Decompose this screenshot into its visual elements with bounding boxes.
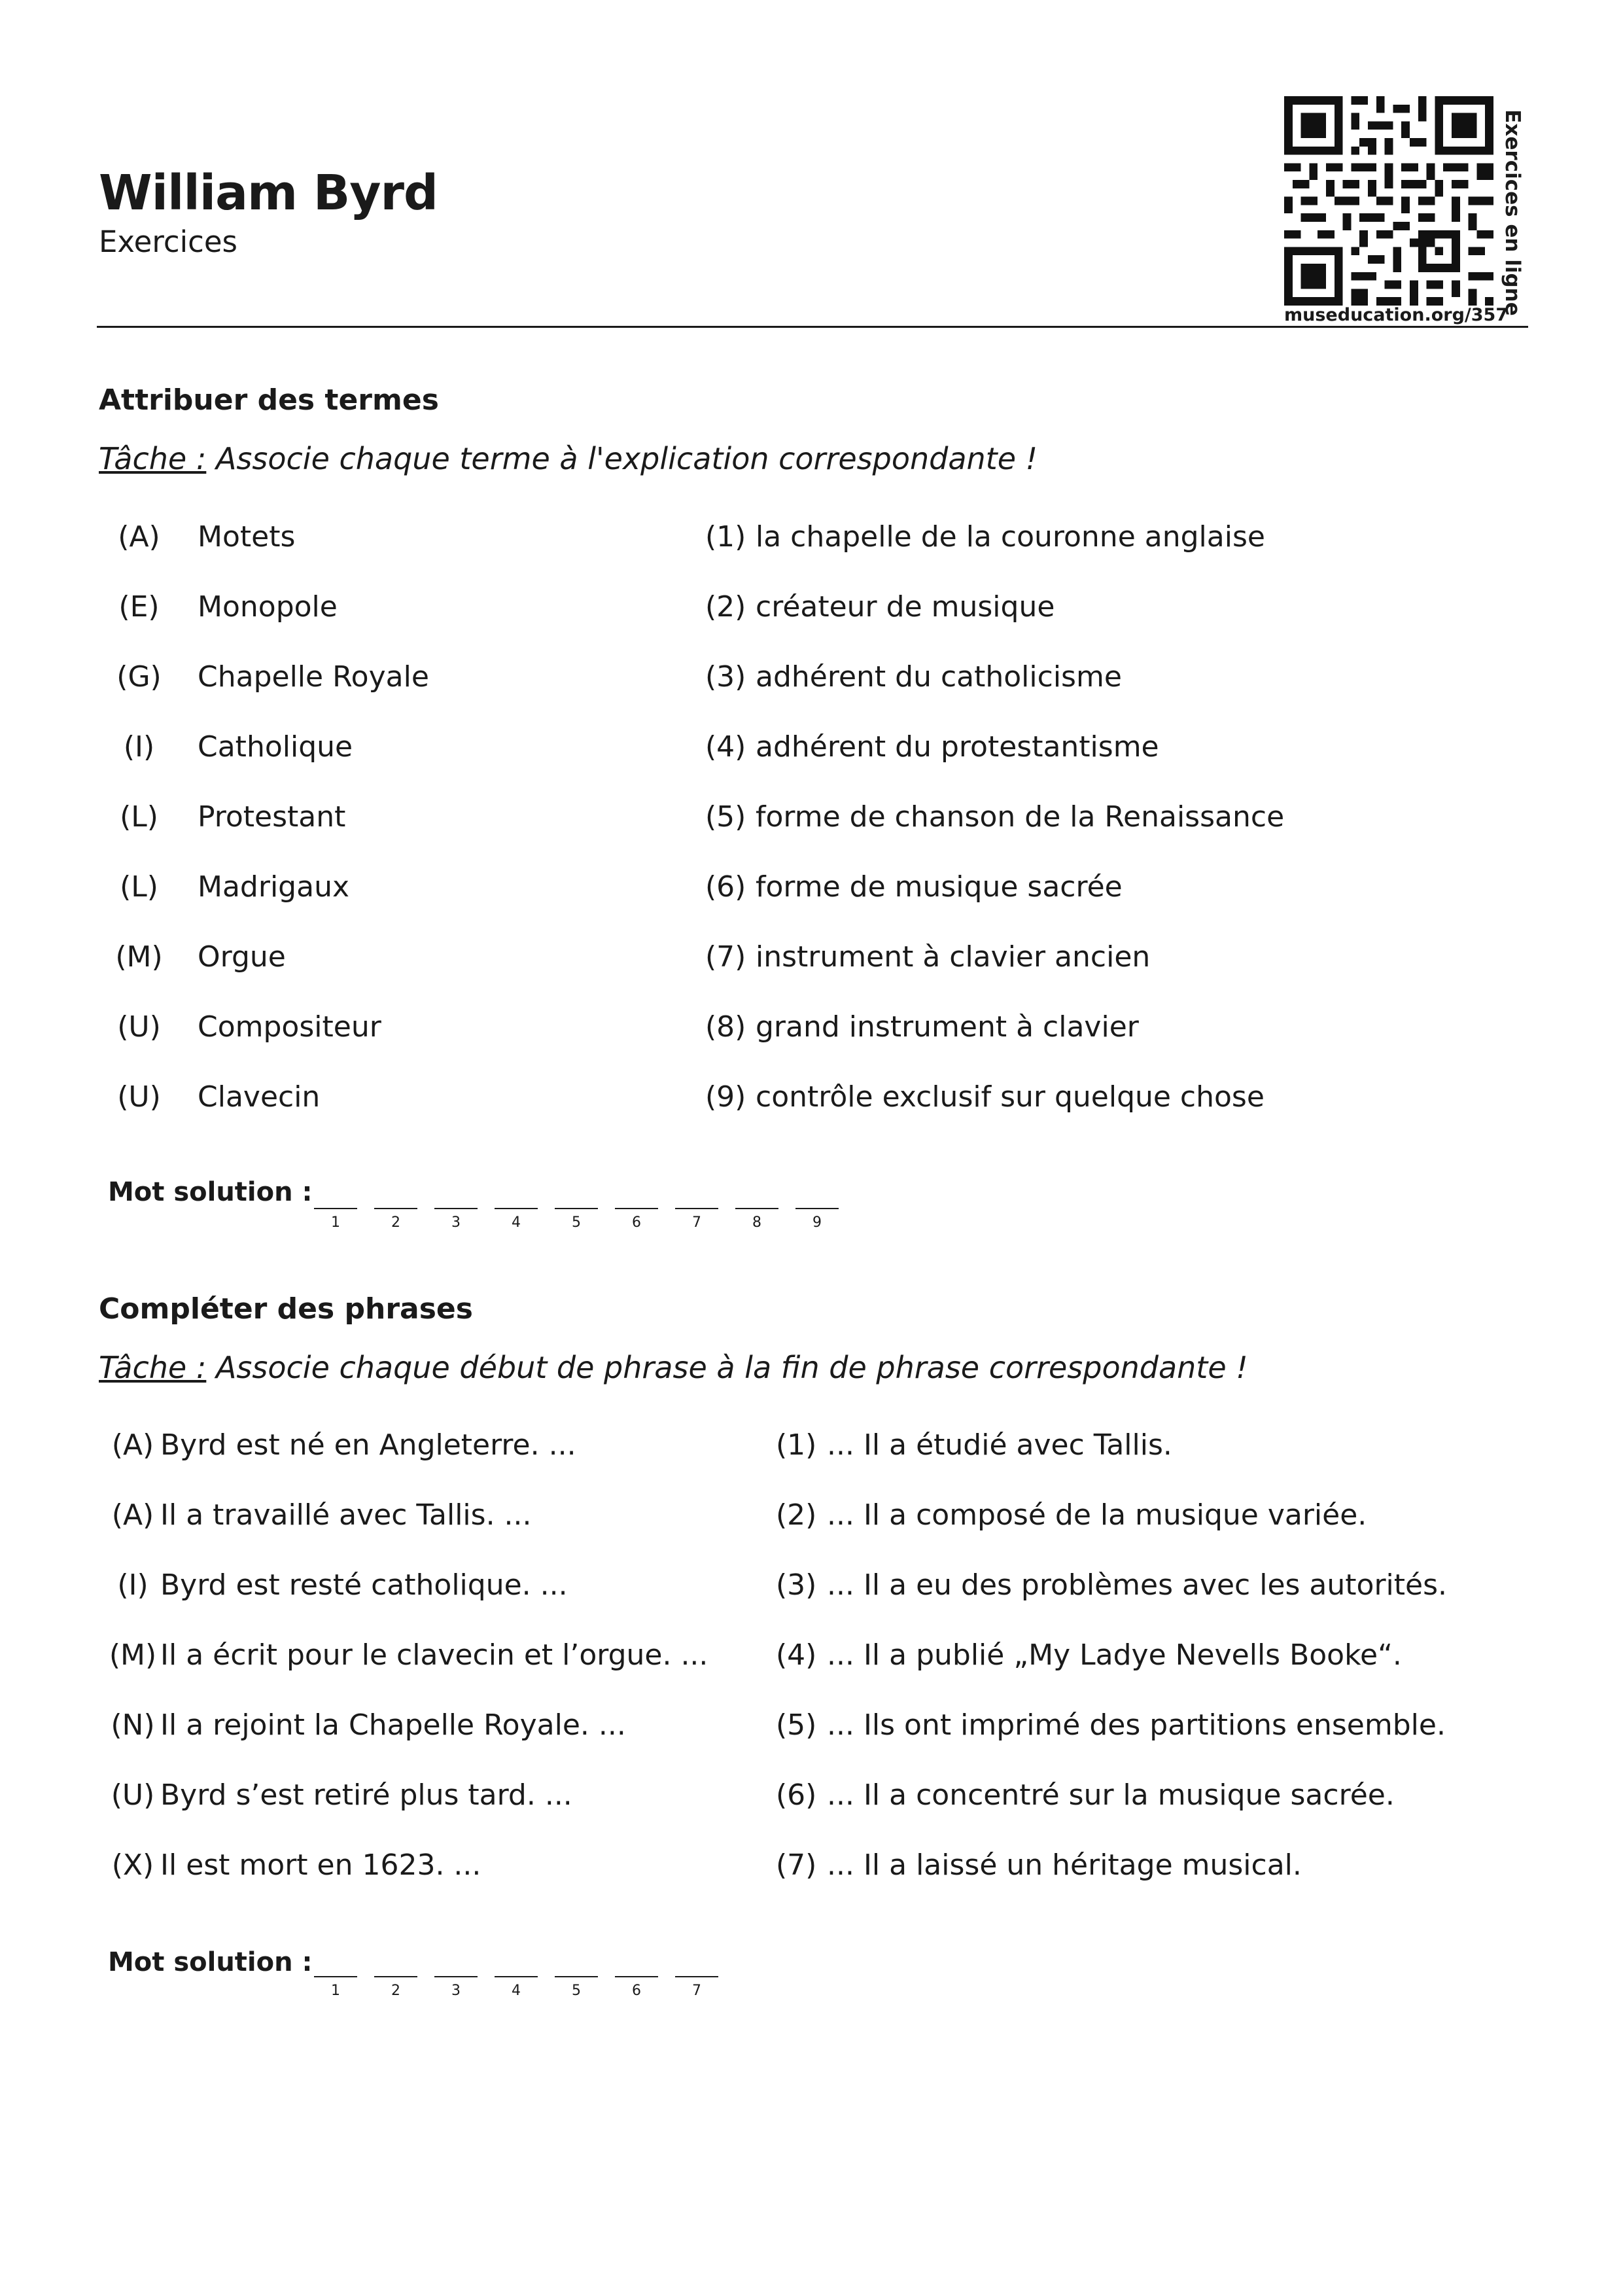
item-text: Il a rejoint la Chapelle Royale. ... [160, 1708, 626, 1742]
term-row [114, 940, 286, 974]
item-label: (X) [111, 1848, 154, 1882]
item-text: adhérent du catholicisme [756, 660, 1122, 694]
item-label: (U) [117, 1010, 161, 1044]
term-row [114, 1080, 320, 1114]
solution-slot[interactable] [434, 1208, 478, 1230]
slot-line [314, 1208, 357, 1209]
item-text: ... Il a eu des problèmes avec les autorités. [827, 1568, 1447, 1602]
sentence-beginning-row [107, 1428, 576, 1462]
item-label: (1) [705, 520, 746, 554]
solution-slot[interactable] [374, 1976, 417, 1998]
item-text: Compositeur [198, 1010, 381, 1044]
solution-word-label: Mot solution : [108, 1947, 313, 1977]
qr-code-icon[interactable] [1284, 96, 1493, 306]
solution-slot[interactable] [555, 1976, 598, 1998]
item-text: Il est mort en 1623. ... [160, 1848, 481, 1882]
slot-line [735, 1208, 778, 1209]
definition-row [705, 520, 1265, 554]
item-text: ... Ils ont imprimé des partitions ensemble. [827, 1708, 1446, 1742]
item-label: (I) [117, 1568, 148, 1602]
task-label: Tâche : [99, 1350, 207, 1385]
solution-slot[interactable] [615, 1976, 658, 1998]
qr-url[interactable]: museducation.org/357 [1284, 305, 1509, 325]
slot-line [795, 1208, 839, 1209]
item-label: (6) [705, 870, 746, 904]
definition-row [705, 1010, 1139, 1044]
item-text: Chapelle Royale [198, 660, 429, 694]
sentence-beginning-row [107, 1638, 708, 1672]
slot-line [615, 1976, 658, 1977]
definition-row [705, 870, 1123, 904]
item-text: forme de chanson de la Renaissance [756, 800, 1285, 834]
solution-word-label: Mot solution : [108, 1177, 313, 1207]
definition-row [705, 940, 1150, 974]
sentence-beginning-row [107, 1708, 626, 1742]
item-label: (3) [705, 660, 746, 694]
term-row [114, 1010, 381, 1044]
item-text: Protestant [198, 800, 346, 834]
slot-number: 3 [451, 1214, 461, 1231]
item-label: (2) [776, 1498, 817, 1532]
item-text: ... Il a concentré sur la musique sacrée. [827, 1778, 1395, 1812]
task-text: Associe chaque début de phrase à la fin de phrase correspondante ! [206, 1350, 1248, 1385]
item-text: Byrd s’est retiré plus tard. ... [160, 1778, 572, 1812]
item-label: (9) [705, 1080, 746, 1114]
section2-heading: Compléter des phrases [99, 1292, 473, 1326]
slot-number: 4 [512, 1214, 521, 1231]
item-label: (7) [776, 1848, 817, 1882]
item-text: Il a travaillé avec Tallis. ... [160, 1498, 532, 1532]
item-label: (1) [776, 1428, 817, 1462]
item-label: (N) [111, 1708, 155, 1742]
item-label: (M) [109, 1638, 157, 1672]
slot-line [314, 1976, 357, 1977]
slot-number: 7 [692, 1214, 701, 1231]
slot-line [675, 1208, 718, 1209]
item-text: forme de musique sacrée [756, 870, 1123, 904]
item-text: ... Il a publié „My Ladye Nevells Booke“. [827, 1638, 1402, 1672]
item-text: adhérent du protestantisme [756, 730, 1159, 764]
sentence-beginning-row [107, 1778, 572, 1812]
item-label: (2) [705, 590, 746, 624]
section1-task [99, 441, 1038, 476]
page-subtitle: Exercices [99, 224, 237, 259]
solution-slot[interactable] [615, 1208, 658, 1230]
item-text: Madrigaux [198, 870, 349, 904]
sentence-ending-row [776, 1848, 1302, 1882]
item-text: grand instrument à clavier [756, 1010, 1139, 1044]
sentence-ending-row [776, 1638, 1402, 1672]
slot-number: 4 [512, 1983, 521, 1999]
slot-line [495, 1976, 538, 1977]
item-label: (4) [705, 730, 746, 764]
item-text: la chapelle de la couronne anglaise [756, 520, 1265, 554]
solution-slot[interactable] [555, 1208, 598, 1230]
task-text: Associe chaque terme à l'explication correspondante ! [206, 441, 1038, 476]
item-label: (U) [117, 1080, 161, 1114]
solution-slot[interactable] [675, 1976, 718, 1998]
solution-slot[interactable] [434, 1976, 478, 1998]
item-label: (5) [705, 800, 746, 834]
item-label: (M) [115, 940, 163, 974]
sentence-ending-row [776, 1428, 1172, 1462]
qr-side-label: Exercices en ligne [1501, 109, 1524, 316]
term-row [114, 870, 349, 904]
slot-number: 5 [572, 1214, 581, 1231]
item-label: (6) [776, 1778, 817, 1812]
item-label: (G) [116, 660, 162, 694]
item-text: Byrd est né en Angleterre. ... [160, 1428, 576, 1462]
section1-heading: Attribuer des termes [99, 383, 439, 417]
solution-slot[interactable] [314, 1976, 357, 1998]
item-text: Byrd est resté catholique. ... [160, 1568, 568, 1602]
sentence-ending-row [776, 1568, 1447, 1602]
solution-slot[interactable] [735, 1208, 778, 1230]
slot-number: 8 [752, 1214, 761, 1231]
item-label: (5) [776, 1708, 817, 1742]
solution-word-slots [314, 1976, 718, 1998]
item-label: (A) [118, 520, 160, 554]
item-text: ... Il a composé de la musique variée. [827, 1498, 1367, 1532]
solution-word-slots [314, 1208, 839, 1230]
slot-line [374, 1208, 417, 1209]
term-row [114, 520, 295, 554]
item-text: créateur de musique [756, 590, 1055, 624]
slot-line [555, 1208, 598, 1209]
slot-number: 9 [812, 1214, 822, 1231]
slot-number: 6 [632, 1983, 641, 1999]
slot-number: 2 [391, 1214, 400, 1231]
slot-number: 1 [331, 1983, 340, 1999]
definition-row [705, 660, 1122, 694]
sentence-beginning-row [107, 1498, 532, 1532]
solution-slot[interactable] [675, 1208, 718, 1230]
sentence-ending-row [776, 1498, 1367, 1532]
item-text: ... Il a laissé un héritage musical. [827, 1848, 1302, 1882]
item-label: (L) [120, 800, 158, 834]
item-text: Motets [198, 520, 296, 554]
term-row [114, 590, 338, 624]
slot-line [434, 1208, 478, 1209]
item-text: Monopole [198, 590, 338, 624]
page-title: William Byrd [99, 165, 438, 221]
item-text: contrôle exclusif sur quelque chose [756, 1080, 1265, 1114]
solution-slot[interactable] [795, 1208, 839, 1230]
sentence-beginning-row [107, 1848, 481, 1882]
item-text: Orgue [198, 940, 286, 974]
item-text: Il a écrit pour le clavecin et l’orgue. ... [160, 1638, 708, 1672]
item-label: (E) [118, 590, 160, 624]
item-label: (I) [123, 730, 155, 764]
sentence-beginning-row [107, 1568, 568, 1602]
item-label: (7) [705, 940, 746, 974]
term-row [114, 800, 345, 834]
item-label: (3) [776, 1568, 817, 1602]
item-label: (U) [111, 1778, 155, 1812]
item-label: (L) [120, 870, 158, 904]
definition-row [705, 730, 1159, 764]
term-row [114, 730, 353, 764]
slot-number: 7 [692, 1983, 701, 1999]
item-text: Clavecin [198, 1080, 321, 1114]
slot-line [555, 1976, 598, 1977]
item-label: (4) [776, 1638, 817, 1672]
term-row [114, 660, 429, 694]
slot-line [434, 1976, 478, 1977]
sentence-ending-row [776, 1708, 1446, 1742]
slot-number: 3 [451, 1983, 461, 1999]
header-divider [97, 326, 1528, 328]
slot-line [374, 1976, 417, 1977]
item-label: (8) [705, 1010, 746, 1044]
slot-number: 5 [572, 1983, 581, 1999]
definition-row [705, 800, 1284, 834]
definition-row [705, 1080, 1265, 1114]
item-text: Catholique [198, 730, 353, 764]
definition-row [705, 590, 1055, 624]
solution-slot[interactable] [495, 1208, 538, 1230]
slot-line [675, 1976, 718, 1977]
solution-slot[interactable] [314, 1208, 357, 1230]
solution-slot[interactable] [374, 1208, 417, 1230]
solution-slot[interactable] [495, 1976, 538, 1998]
sentence-ending-row [776, 1778, 1395, 1812]
slot-number: 2 [391, 1983, 400, 1999]
item-label: (A) [111, 1428, 154, 1462]
slot-line [495, 1208, 538, 1209]
slot-number: 1 [331, 1214, 340, 1231]
item-text: ... Il a étudié avec Tallis. [827, 1428, 1172, 1462]
item-label: (A) [111, 1498, 154, 1532]
slot-number: 6 [632, 1214, 641, 1231]
section2-task [99, 1350, 1248, 1385]
slot-line [615, 1208, 658, 1209]
task-label: Tâche : [99, 441, 207, 476]
item-text: instrument à clavier ancien [756, 940, 1151, 974]
